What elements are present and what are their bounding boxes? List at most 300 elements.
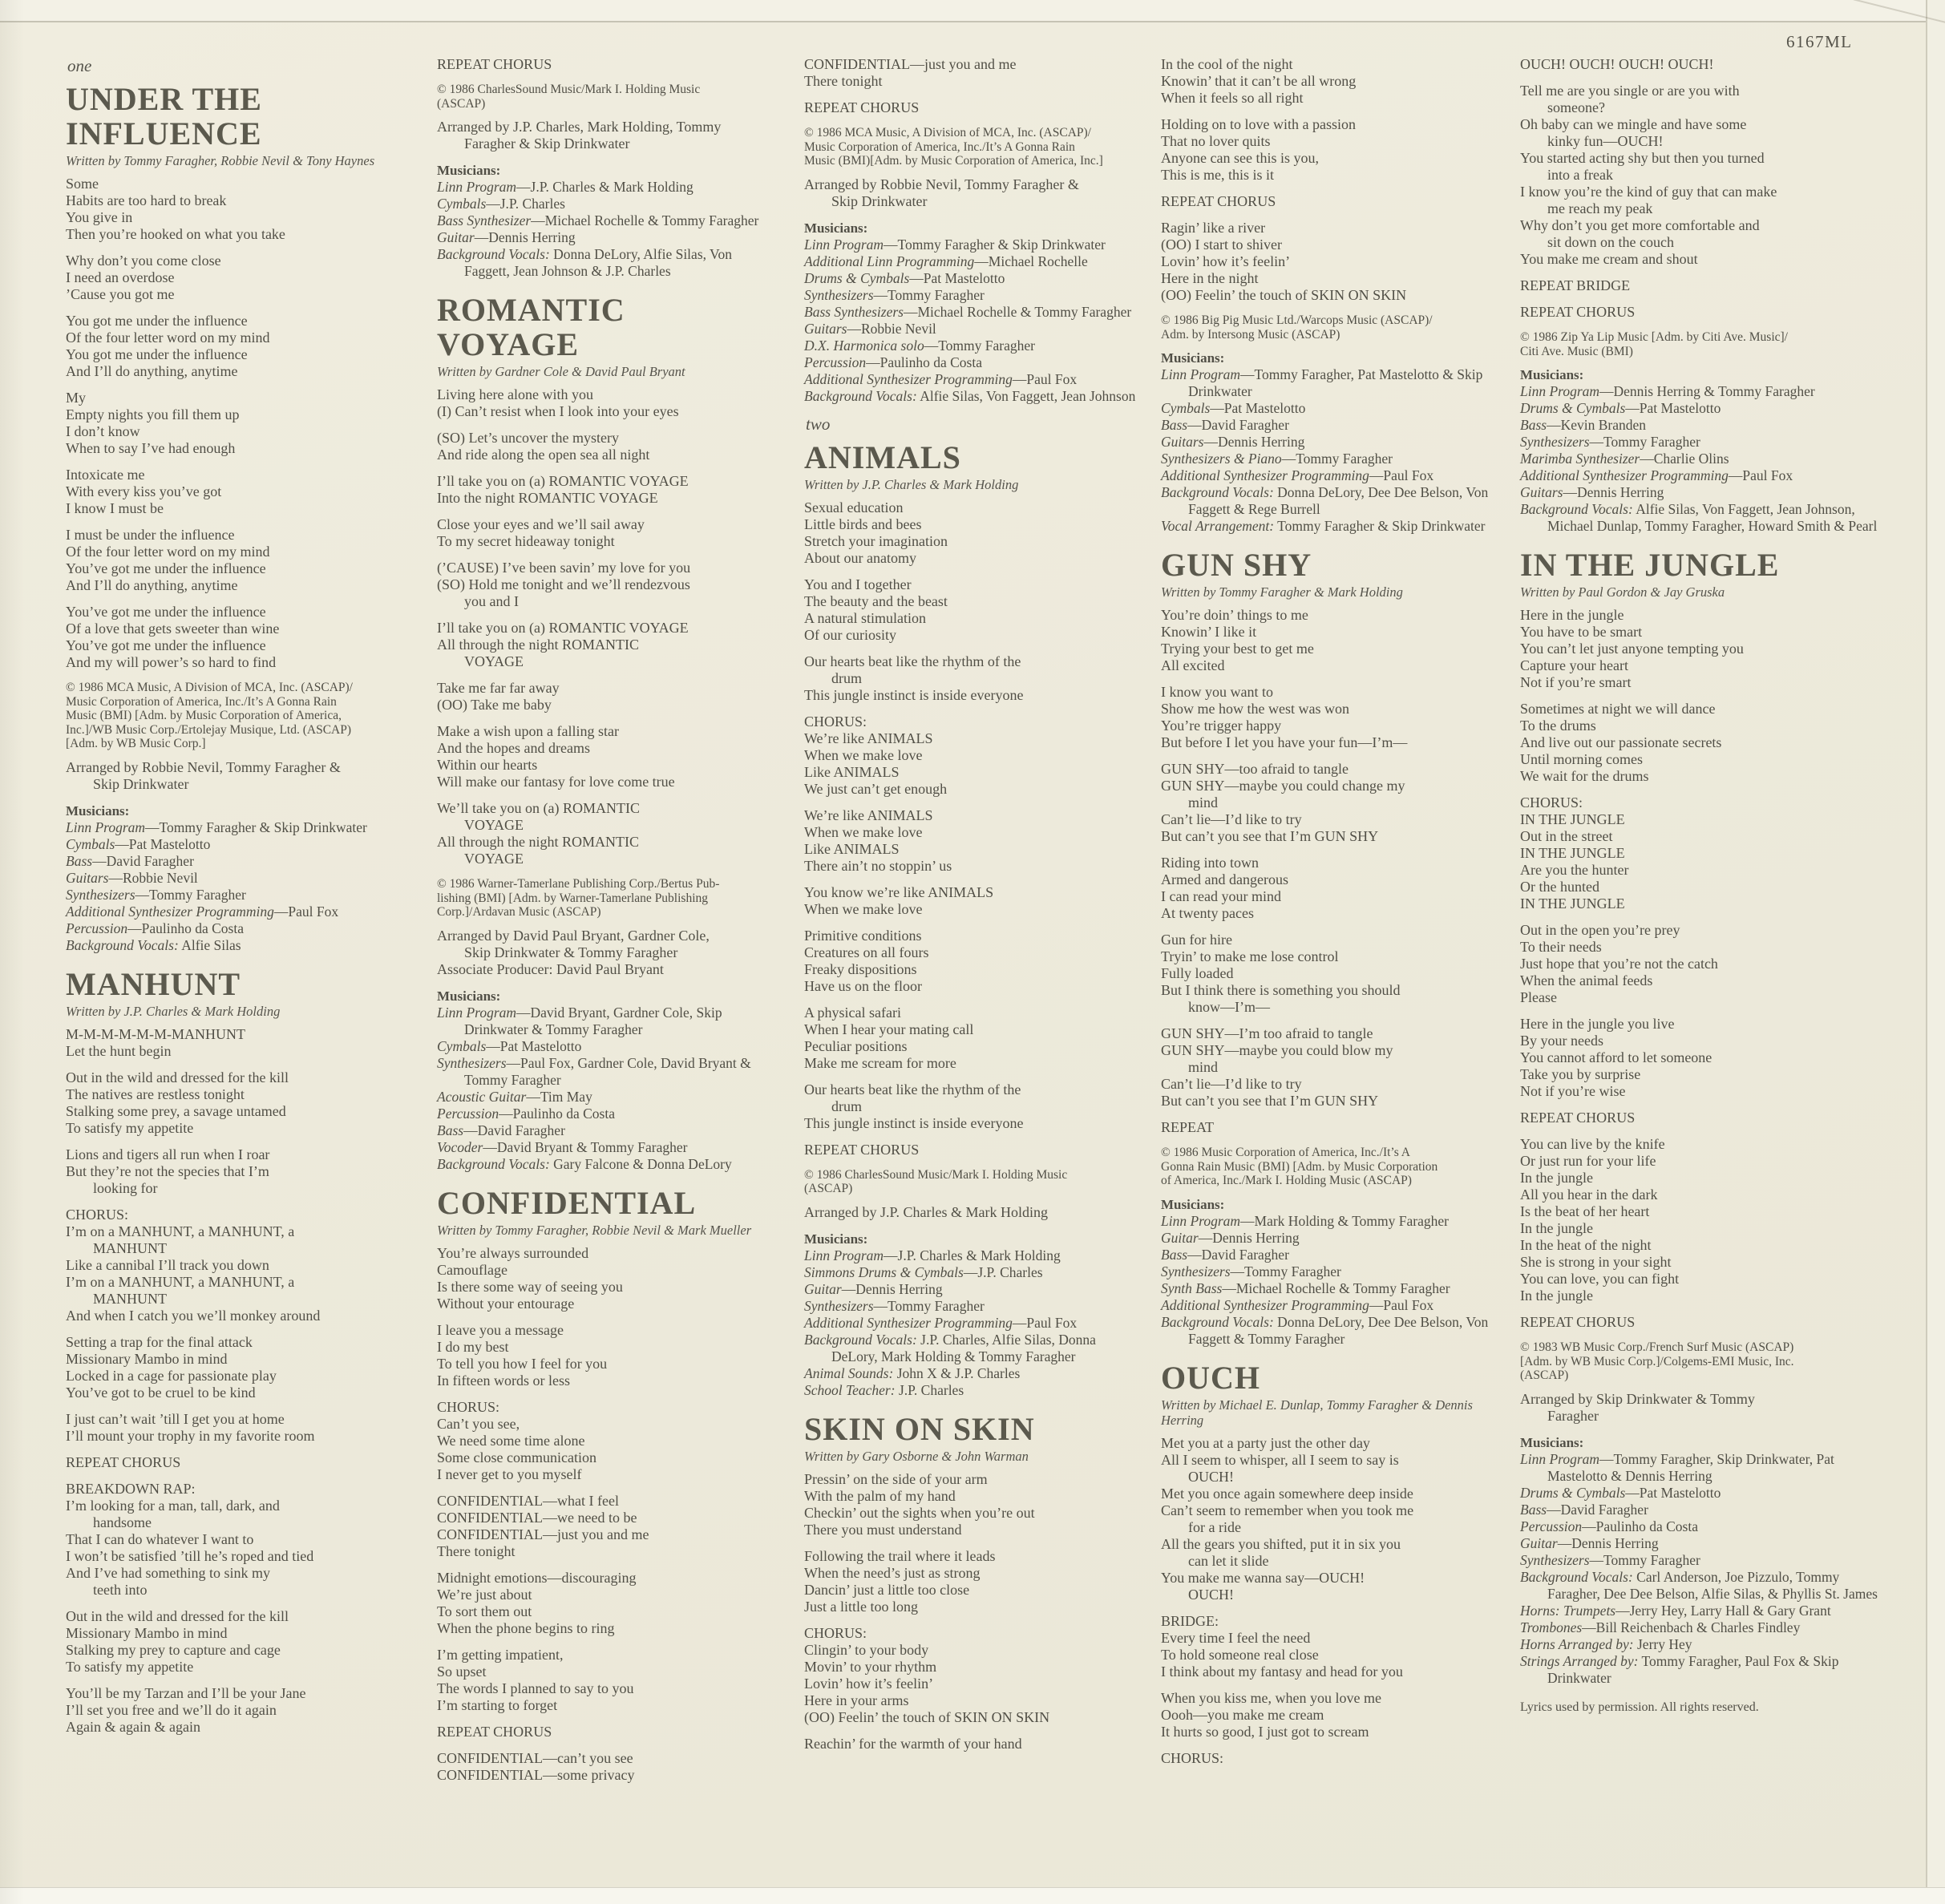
lyric-line: Is there some way of seeing you [437,1278,623,1295]
musician-credit-row: Linn Program—Tommy Faragher & Skip Drinkwater [804,236,1106,253]
record-side-label: one [67,56,92,75]
lyric-line: You can live by the knife [1520,1136,1665,1152]
lyric-line: ’Cause you got me [66,286,175,302]
lyric-line: Again & again & again [66,1718,200,1735]
musician-credit-row: Percussion—Paulinho da Costa [804,354,982,370]
lyric-line: MANHUNT [93,1290,167,1307]
lyric-line: I’m starting to forget [437,1696,558,1713]
lyric-line: Following the trail where it leads [804,1547,996,1564]
musician-credit-row: Bass—Kevin Branden [1520,417,1646,433]
lyric-line: So upset [437,1663,487,1680]
song-title-line: GUN SHY [1161,547,1312,583]
lyric-line: We wait for the drums [1520,768,1649,784]
lyric-line: Take you by surprise [1520,1066,1641,1082]
lyric-line: Fully loaded [1161,965,1234,981]
lyric-line: You can love, you can fight [1520,1271,1680,1287]
lyric-line: You make me wanna say—OUCH! [1161,1569,1365,1586]
credit-role-label: Synthesizers [804,286,874,303]
musician-credit-row: Percussion—Paulinho da Costa [66,920,244,936]
musician-credit-row: Drums & Cymbals—Pat Mastelotto [1520,1484,1721,1501]
lyric-line: I think about my fantasy and head for you [1161,1663,1403,1680]
lyric-line: Like ANIMALS [804,840,900,857]
lyric-verse [804,1204,1144,1221]
lyric-line: Clingin’ to your body [804,1641,929,1658]
lyric-line: Sometimes at night we will dance [1520,701,1716,717]
lyric-line: Oooh—you make me cream [1161,1706,1324,1723]
lyric-line: REPEAT [1161,1119,1215,1135]
lyric-line: You’re always surrounded [437,1244,589,1261]
lyric-line: I need an overdose [66,269,175,285]
copyright-line: Music Corporation of America, Inc./It’s A Gonna Rain [66,694,337,709]
lyric-line: And my will power’s so hard to find [66,654,277,670]
song-title [437,293,770,362]
lyric-line: Some close communication [437,1449,596,1465]
lyric-line: Arranged by Robbie Nevil, Tommy Faragher & [66,758,341,775]
copyright-line: Gonna Rain Music (BMI) [Adm. by Music Corporation [1161,1159,1438,1174]
lyric-verse [1161,1119,1512,1136]
credit-role-label: Linn Program [804,1247,884,1263]
lyric-line: GUN SHY—maybe you could blow my [1161,1042,1393,1058]
lyric-line: But can’t you see that I’m GUN SHY [1161,828,1379,844]
musician-credit-row: Cymbals—J.P. Charles [437,196,565,212]
lyric-verse [1161,193,1512,210]
lyric-line: All the gears you shifted, put it in six you [1161,1535,1401,1552]
lyric-line: CHORUS: [1520,794,1583,811]
permission-note: Lyrics used by permission. All rights reserved. [1520,1700,1759,1714]
musician-credit-row: Simmons Drums & Cymbals—J.P. Charles [804,1263,1043,1280]
musician-credit-row: Horns Arranged by: Jerry Hey [1520,1635,1692,1652]
lyric-line: Knowin’ that it can’t be all wrong [1161,73,1357,89]
copyright-line: © 1986 MCA Music, A Division of MCA, Inc. (ASCAP)/ [804,126,1091,139]
lyric-line: Skip Drinkwater & Tommy Faragher [464,944,678,960]
lyric-verse [804,1625,1144,1726]
lyric-line: Can’t you see, [437,1415,520,1432]
lyric-line: GUN SHY—too afraid to tangle [1161,761,1349,777]
lyric-line: When you kiss me, when you love me [1161,1689,1381,1706]
musician-credit-row: Drums & Cymbals—Pat Mastelotto [804,269,1005,286]
lyric-line: handsome [93,1514,152,1530]
musician-credit-row: Linn Program—Dennis Herring & Tommy Faragher [1520,383,1815,399]
musician-credit-row: Bass—David Faragher [66,852,194,869]
song-title [66,82,388,151]
credit-role-label: Linn Program [1161,366,1241,382]
musicians-heading: Musicians: [1161,350,1225,366]
credit-role-label: Guitar [1520,1534,1558,1551]
musician-credit-row: Synthesizers—Tommy Faragher [1520,434,1700,450]
lyric-line: Into the night ROMANTIC VOYAGE [437,490,658,506]
musicians-heading: Musicians: [437,163,501,178]
lyric-line: Until morning comes [1520,751,1643,767]
credit-role-label: Background Vocals: [66,936,179,953]
lyric-verse [66,1207,388,1324]
lyric-line: Knowin’ I like it [1161,624,1257,640]
copyright-line: © 1986 Zip Ya Lip Music [Adm. by Citi Ave. Music]/ [1520,330,1788,344]
lyric-line: Can’t lie—I’d like to try [1161,811,1302,827]
musician-credit-row: Linn Program—Tommy Faragher, Pat Mastelotto & Skip Drinkwater [1161,366,1483,399]
song-title-line: INFLUENCE [66,115,262,152]
lyric-line: Out in the open you’re prey [1520,922,1680,938]
credit-role-label: Linn Program [1520,383,1600,399]
musician-credits [1161,1213,1512,1348]
lyric-line: I know you want to [1161,684,1273,700]
copyright-line: © 1986 CharlesSound Music/Mark I. Holding Music [804,1167,1068,1182]
lyric-line: CHORUS: [66,1206,129,1223]
lyric-verse [1520,1391,1894,1425]
lyric-line: VOYAGE [464,653,524,669]
musician-credit-row: Additional Synthesizer Programming—Paul Fox [804,1314,1078,1331]
lyric-line: Of the four letter word on my mind [66,544,270,560]
musician-credit-row: Linn Program—J.P. Charles & Mark Holding [804,1247,1061,1263]
lyric-line: You’ve got me under the influence [66,637,266,653]
lyric-line: Are you the hunter [1520,862,1629,878]
lyric-verse [804,713,1144,798]
lyric-line: CHORUS: [804,713,867,730]
copyright-notice [804,126,1144,168]
copyright-line: © 1986 Warner-Tamerlane Publishing Corp./Bertus Pub- [437,877,720,891]
lyric-verse [804,807,1144,875]
lyric-line: Lovin’ how it’s feelin’ [1161,253,1291,269]
lyric-line: Some [66,176,99,192]
lyric-line: Then you’re hooked on what you take [66,226,285,242]
credit-role-label: Linn Program [1161,1212,1241,1229]
lyric-verse [66,1685,388,1736]
credit-role-label: Vocoder [437,1138,483,1155]
lyric-line: Or the hunted [1520,879,1599,895]
lyric-line: Movin’ to your rhythm [804,1658,937,1675]
lyric-verse [1161,56,1512,107]
lyric-line: I’ll take you on (a) ROMANTIC VOYAGE [437,620,689,636]
copyright-notice [1161,313,1512,342]
lyric-line: I know you’re the kind of guy that can make [1520,184,1777,200]
lyric-line: We need some time alone [437,1432,585,1449]
musician-credit-row: Background Vocals: Alfie Silas, Von Faggett, Jean Johnson, Michael Dunlap, Tommy Faragher, Howard Smith & Pearl [1520,501,1878,534]
credit-role-label: Additional Synthesizer Programming [1161,467,1369,483]
sleeve-bottom-edge [0,1887,1945,1904]
lyric-line: Pressin’ on the side of your arm [804,1470,988,1487]
lyric-line: teeth into [93,1581,148,1598]
musician-credits [1520,383,1894,535]
lyric-verse [437,800,770,867]
credit-role-label: Synth Bass [1161,1279,1223,1296]
musician-credit-row: Percussion—Paulinho da Costa [1520,1518,1698,1534]
lyric-line: When it feels so all right [1161,90,1304,106]
musician-credit-row: Guitars—Robbie Nevil [804,320,936,337]
lyric-line: You know we’re like ANIMALS [804,883,994,900]
lyric-line: All excited [1161,657,1225,673]
lyric-line: IN THE JUNGLE [1520,845,1625,861]
credit-role-label: Drums & Cymbals [1520,1484,1626,1501]
lyric-line: drum [831,669,862,686]
copyright-line: of America, Inc./Mark I. Holding Music (ASCAP) [1161,1174,1412,1187]
lyric-line: To their needs [1520,939,1602,955]
credit-role-label: Cymbals [66,835,115,852]
lyrics-column-4 [1161,56,1512,1777]
lyric-line: drum [831,1098,862,1114]
lyric-line: And the hopes and dreams [437,740,590,756]
lyric-line: Can’t lie—I’d like to try [1161,1076,1302,1092]
credit-role-label: Simmons Drums & Cymbals [804,1263,964,1280]
song-title-line: IN THE JUNGLE [1520,547,1780,583]
lyric-line: REPEAT CHORUS [437,56,552,72]
lyric-line: Will make our fantasy for love come true [437,774,675,790]
credit-role-label: Trombones [1520,1619,1583,1635]
writer-credit: Written by J.P. Charles & Mark Holding [66,1003,281,1019]
lyric-line: I’ll take you on (a) ROMANTIC VOYAGE [437,473,689,489]
song-title-line: UNDER THE [66,81,262,117]
lyric-verse [66,527,388,594]
musician-credit-row: Bass—David Faragher [437,1122,565,1138]
lyric-line: CONFIDENTIAL—we need to be [437,1509,637,1526]
lyric-line: Take me far far away [437,680,560,696]
lyric-verse [66,467,388,517]
copyright-line: (ASCAP) [437,96,486,111]
credit-role-label: Vocal Arrangement: [1161,518,1275,534]
musician-credits [437,1005,770,1173]
lyric-verse [804,1471,1144,1538]
lyric-line: Armed and dangerous [1161,871,1288,887]
credit-role-label: Additional Synthesizer Programming [1520,467,1729,483]
lyric-line: GUN SHY—I’m too afraid to tangle [1161,1025,1373,1041]
lyric-line: Stalking my prey to capture and cage [66,1641,281,1658]
lyric-line: me reach my peak [1547,200,1653,216]
musician-credit-row: Background Vocals: Gary Falcone & Donna DeLory [437,1155,732,1172]
lyric-line: CHORUS: [804,1624,867,1641]
credit-role-label: Background Vocals: [1520,501,1633,517]
lyric-line: A physical safari [804,1004,901,1021]
lyric-line: When the need’s just as strong [804,1564,981,1581]
lyric-line: The words I planned to say to you [437,1680,634,1696]
musician-credit-row: Synthesizers—Tommy Faragher [1161,1263,1341,1279]
lyric-line: Locked in a cage for passionate play [66,1367,277,1384]
lyric-line: into a freak [1547,167,1613,183]
musician-credit-row: Synth Bass—Michael Rochelle & Tommy Faragher [1161,1279,1450,1296]
copyright-line: © 1986 Music Corporation of America, Inc./It’s A [1161,1146,1410,1159]
copyright-notice [1520,330,1894,358]
lyric-line: CHORUS: [437,1398,500,1415]
credit-role-label: Bass [1161,1246,1188,1263]
lyric-line: Or just run for your life [1520,1153,1656,1169]
copyright-notice [804,1168,1144,1196]
copyright-line: Adm. by Intersong Music (ASCAP) [1161,327,1340,342]
sleeve-right-edge [1926,0,1945,1904]
lyric-line: Like ANIMALS [804,763,900,780]
lyric-line: You’ve got me under the influence [66,604,266,620]
lyric-line: (OO) Feelin’ the touch of SKIN ON SKIN [804,1708,1050,1725]
credit-role-label: Percussion [66,920,128,936]
credit-role-label: Guitars [804,320,847,337]
lyric-line: In the jungle [1520,1288,1593,1304]
lyric-line: Anyone can see this is you, [1161,150,1319,166]
lyric-line: Freaky dispositions [804,960,917,977]
lyric-line: I must be under the influence [66,527,235,543]
lyric-line: OUCH! [1188,1586,1234,1603]
song-title [1161,1360,1512,1395]
credit-role-label: Synthesizers [66,886,135,903]
lyric-line: And I’ve had something to sink my [66,1564,270,1581]
lyric-verse [804,884,1144,918]
lyric-verse [1520,83,1894,268]
lyric-verse [437,1647,770,1714]
musician-credit-row: D.X. Harmonica solo—Tommy Faragher [804,337,1035,354]
lyric-line: you and I [464,593,519,609]
credit-role-label: Synthesizers & Piano [1161,451,1282,467]
lyric-line: Met you at a party just the other day [1161,1434,1370,1451]
lyric-line: You got me under the influence [66,346,248,362]
copyright-line: Music Corporation of America, Inc./It’s A Gonna Rain [804,139,1075,154]
lyric-verse [1161,855,1512,922]
lyrics-column-5 [1520,56,1894,1715]
lyric-line: Intoxicate me [66,467,145,483]
lyric-line: BRIDGE: [1161,1612,1219,1629]
lyric-line: CHORUS: [1161,1749,1224,1766]
credit-role-label: Marimba Synthesizer [1520,451,1640,467]
lyric-line: Stalking some prey, a savage untamed [66,1102,286,1119]
lyric-line: IN THE JUNGLE [1520,811,1625,827]
musician-credit-row: Percussion—Paulinho da Costa [437,1105,615,1122]
lyric-line: You’re trigger happy [1161,718,1282,734]
musician-credit-row: Guitar—Dennis Herring [1161,1229,1300,1246]
musician-credit-row: Linn Program—Tommy Faragher & Skip Drinkwater [66,819,367,835]
lyric-line: I just can’t wait ’till I get you at home [66,1410,285,1427]
copyright-notice [437,83,770,111]
lyric-line: That no lover quits [1161,133,1271,149]
credit-role-label: Cymbals [437,196,487,212]
song-title [804,440,1144,475]
lyric-verse [437,680,770,713]
lyric-line: Tell me are you single or are you with [1520,83,1740,99]
lyric-verse [437,1493,770,1560]
lyric-verse [804,99,1144,116]
lyric-verse [437,1570,770,1637]
lyric-line: Faragher & Skip Drinkwater [464,135,630,152]
lyric-line: To sort them out [437,1603,532,1619]
lyric-line: Arranged by Robbie Nevil, Tommy Faragher & [804,176,1079,192]
writer-credit: Written by Gary Osborne & John Warman [804,1448,1029,1464]
copyright-line: Corp.]/Ardavan Music (ASCAP) [437,905,601,919]
lyric-verse [437,723,770,790]
lyric-line: Stretch your imagination [804,532,948,549]
lyric-line: OUCH! [1188,1468,1234,1485]
lyric-verse [1161,116,1512,184]
lyric-verse [66,253,388,303]
credit-role-label: Drums & Cymbals [1520,400,1626,416]
lyric-line: She is strong in your sight [1520,1254,1672,1270]
copyright-line: Citi Ave. Music (BMI) [1520,344,1633,358]
lyric-line: Not if you’re wise [1520,1083,1626,1099]
musician-credit-row: School Teacher: J.P. Charles [804,1381,964,1398]
musician-credit-row: Bass—David Faragher [1520,1501,1648,1518]
lyric-line: This jungle instinct is inside everyone [804,1114,1024,1131]
lyric-verse [66,313,388,380]
copyright-notice [66,681,388,751]
credit-role-label: Linn Program [437,179,517,195]
musician-credit-row: Bass Synthesizer—Michael Rochelle & Tommy Faragher [437,212,759,228]
lyric-line: Our hearts beat like the rhythm of the [804,1081,1021,1098]
lyric-line: M-M-M-M-M-M-MANHUNT [66,1025,245,1042]
musician-credit-row: Additional Linn Programming—Michael Rochelle [804,253,1088,269]
lyric-line: Arranged by J.P. Charles, Mark Holding, Tommy [437,119,722,135]
lyric-line: CONFIDENTIAL—just you and me [437,1526,649,1542]
lyric-line: By your needs [1520,1033,1603,1049]
lyric-line: CONFIDENTIAL—can’t you see [437,1749,633,1766]
lyric-line: Holding on to love with a passion [1161,116,1356,132]
song-title [437,1186,770,1220]
writer-credit: Written by Paul Gordon & Jay Gruska [1520,584,1725,600]
lyric-line: We just can’t get enough [804,780,948,797]
lyric-line: Missionary Mambo in mind [66,1350,228,1367]
credit-role-label: School Teacher: [804,1381,896,1398]
lyric-verse [804,1736,1144,1752]
lyric-line: To satisfy my appetite [66,1658,194,1675]
credit-role-label: Synthesizers [1520,434,1590,450]
lyric-line: Tryin’ to make me lose control [1161,948,1339,964]
lyric-line: REPEAT CHORUS [437,1723,552,1740]
lyric-line: With the palm of my hand [804,1487,956,1504]
lyric-line: Capture your heart [1520,657,1628,673]
musician-credit-row: Additional Synthesizer Programming—Paul Fox [1161,467,1434,483]
song-title [1161,548,1512,582]
lyric-line: (OO) I start to shiver [1161,236,1282,253]
lyric-line: Trying your best to get me [1161,641,1314,657]
lyric-line: You’ll be my Tarzan and I’ll be your Jane [66,1684,306,1701]
lyric-line: REPEAT CHORUS [1520,304,1636,320]
lyric-verse [437,1322,770,1389]
credit-role-label: Bass [1520,417,1547,433]
musician-credit-row: Additional Synthesizer Programming—Paul Fox [804,370,1078,387]
lyric-line: That I can do whatever I want to [66,1530,254,1547]
lyric-verse [437,516,770,550]
musician-credits [1161,366,1512,535]
lyric-verse [804,1081,1144,1132]
lyric-line: Not if you’re smart [1520,674,1632,690]
lyric-verse [1161,1435,1512,1603]
credit-role-label: Synthesizers [1161,1263,1231,1279]
lyric-line: Here in the night [1161,270,1259,286]
copyright-notice [437,877,770,920]
lyric-verse [437,620,770,670]
lyric-line: Please [1520,989,1557,1005]
lyric-line: And live out our passionate secrets [1520,734,1722,750]
credit-role-label: Additional Synthesizer Programming [804,1314,1013,1331]
musician-credit-row: Synthesizers—Tommy Faragher [1520,1551,1700,1568]
lyric-line: Checkin’ out the sights when you’re out [804,1504,1035,1521]
lyric-line: I won’t be satisfied ’till he’s roped and tied [66,1547,314,1564]
lyric-line: In the cool of the night [1161,56,1293,72]
lyric-line: Skip Drinkwater [831,192,928,209]
lyric-line: When the animal feeds [1520,972,1653,988]
lyric-line: Arranged by Skip Drinkwater & Tommy [1520,1390,1755,1407]
lyric-verse [66,1411,388,1445]
song-title-line: OUCH [1161,1359,1260,1396]
credit-role-label: Synthesizers [1520,1551,1590,1568]
credit-role-label: Percussion [804,354,867,370]
lyric-line: A natural stimulation [804,609,926,626]
lyric-line: I’m on a MANHUNT, a MANHUNT, a [66,1223,295,1239]
lyric-line: To hold someone real close [1161,1646,1319,1663]
musician-credit-row: Bass—David Faragher [1161,1246,1289,1263]
lyric-line: Missionary Mambo in mind [66,1624,228,1641]
lyric-verse [1520,701,1894,785]
lyric-verse [66,390,388,457]
credit-role-label: Guitar [804,1280,842,1297]
musicians-heading: Musicians: [437,988,501,1004]
lyric-line: (OO) Take me baby [437,697,552,713]
lyric-line: We’ll take you on (a) ROMANTIC [437,800,640,816]
lyric-line: REPEAT CHORUS [1161,193,1276,209]
lyric-line: When we make love [804,746,923,763]
lyric-line: Ragin’ like a river [1161,220,1266,236]
lyric-line: (SO) Let’s uncover the mystery [437,430,619,446]
